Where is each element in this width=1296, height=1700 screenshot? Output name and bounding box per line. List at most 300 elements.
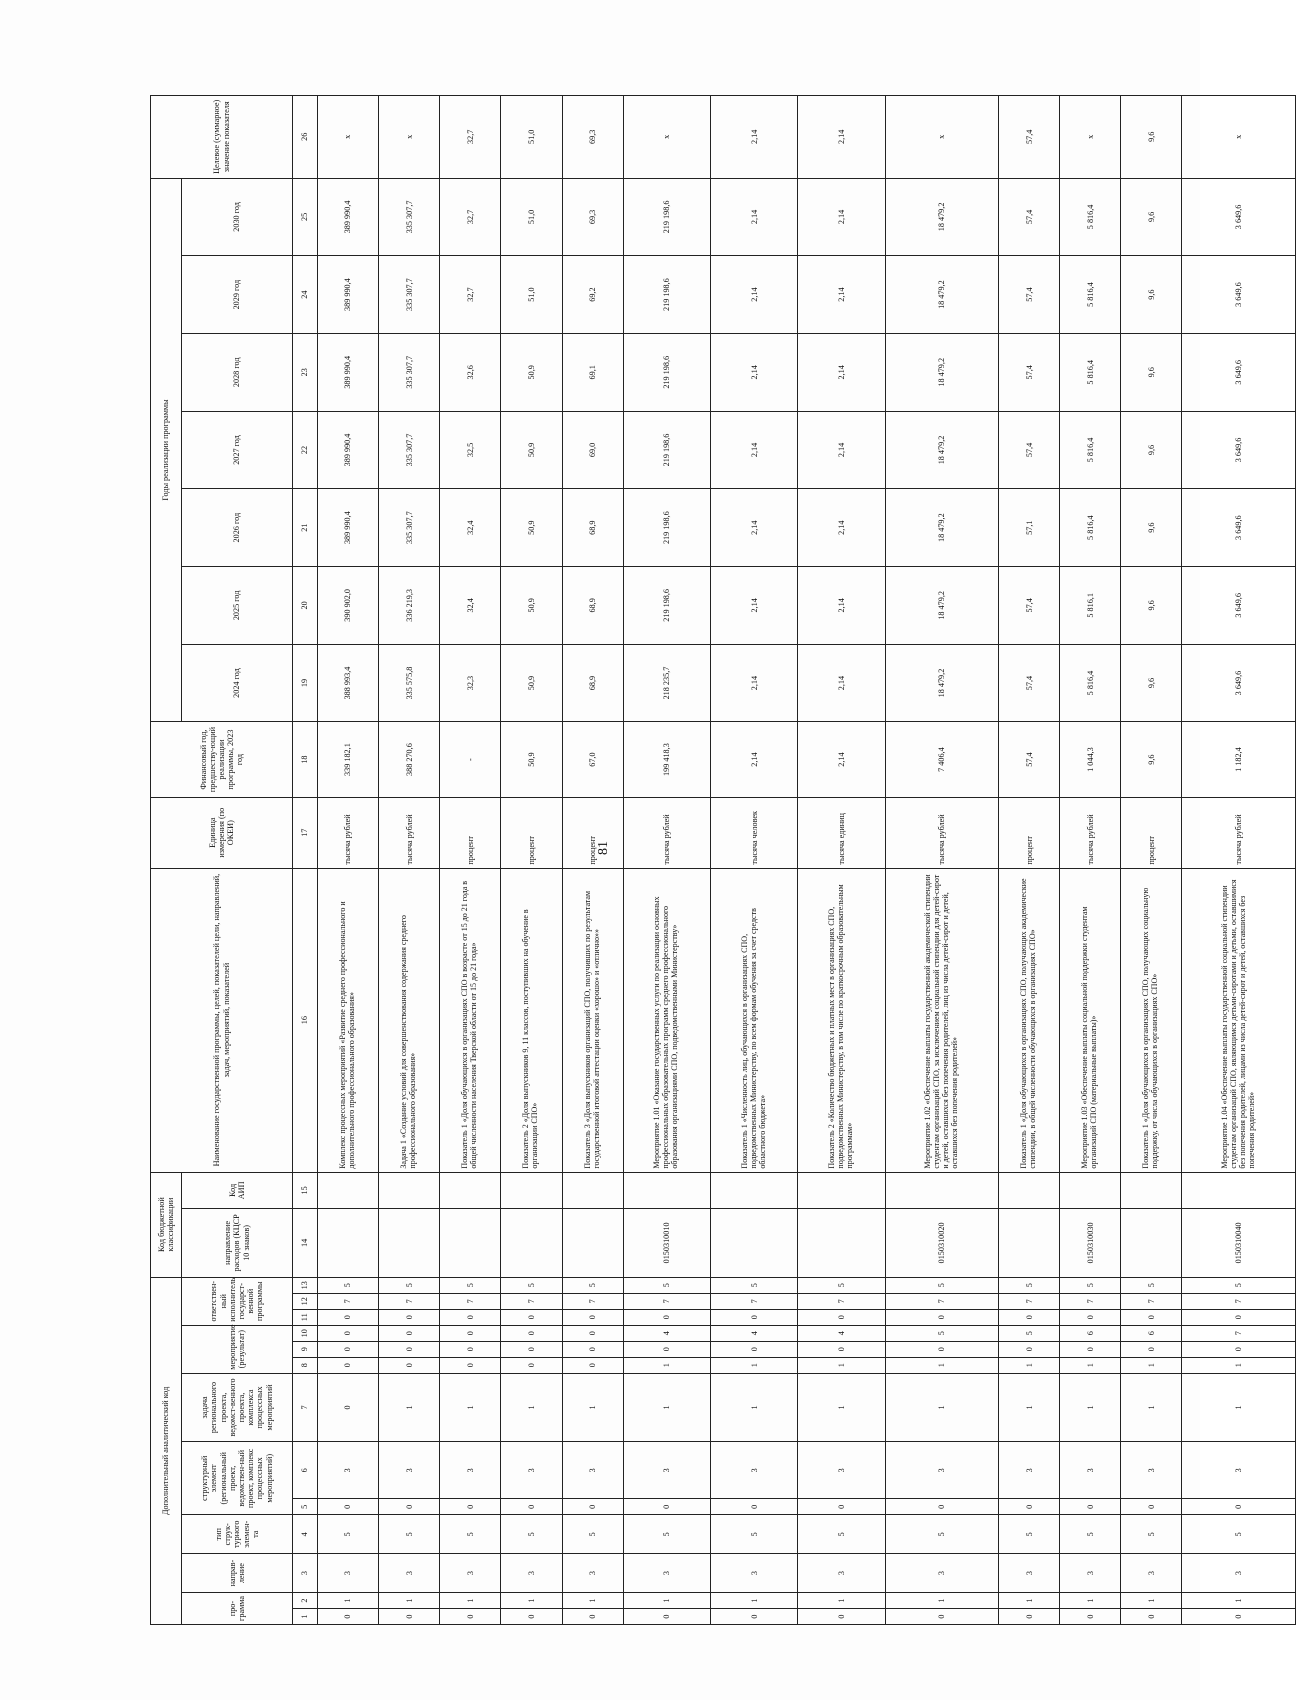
year-value-cell: 218 235,7 <box>623 644 710 722</box>
table-row <box>379 96 440 1625</box>
unit-cell: тысяча рублей <box>623 797 710 868</box>
aip-cell <box>501 1172 562 1209</box>
header-years-group: Годы реализации программы <box>151 178 182 722</box>
code-cell: 0 <box>885 1499 998 1515</box>
year-value-cell: 335 307,7 <box>379 411 440 489</box>
aip-cell <box>318 1172 379 1209</box>
year-value-cell: 335 575,8 <box>379 644 440 722</box>
code-cell: 5 <box>623 1515 710 1554</box>
year-value-cell: 32,3 <box>440 644 501 722</box>
kcsr-cell: 0150310040 <box>1182 1209 1296 1278</box>
header-year-2025: 2025 год <box>182 567 293 645</box>
code-cell: 5 <box>440 1277 501 1293</box>
name-cell: Показатель 1 «Доля обучающихся в организациях СПО, получающих академические стипендии, в общей численности обучающихся в организациях СПО» <box>999 868 1060 1172</box>
year-value-cell: 3 649,6 <box>1182 333 1296 411</box>
target-cell: x <box>623 96 710 179</box>
table-row <box>1182 96 1296 1625</box>
target-cell: 2,14 <box>710 96 797 179</box>
aip-cell <box>885 1172 998 1209</box>
year-value-cell: 18 479,2 <box>885 178 998 256</box>
year-value-cell: 51,0 <box>501 256 562 334</box>
year-value-cell: 3 649,6 <box>1182 411 1296 489</box>
code-cell: 6 <box>1060 1325 1121 1341</box>
header-measure: мероприятие (результат) <box>182 1325 293 1373</box>
aip-cell <box>1121 1172 1182 1209</box>
year-value-cell: 2,14 <box>798 567 885 645</box>
column-number-cell: 1 <box>293 1609 318 1625</box>
code-cell: 1 <box>379 1593 440 1609</box>
header-task: задача регионального проекта, ведомст-венного проекта, комплекса процессных мероприятий <box>182 1373 293 1442</box>
aip-cell <box>798 1172 885 1209</box>
code-cell: 1 <box>501 1373 562 1442</box>
column-number-cell: 6 <box>293 1442 318 1499</box>
code-cell: 5 <box>318 1277 379 1293</box>
aip-cell <box>1060 1172 1121 1209</box>
year-value-cell: 9,6 <box>1121 411 1182 489</box>
unit-cell: процент <box>1121 797 1182 868</box>
code-cell: 5 <box>1060 1277 1121 1293</box>
year-value-cell: 68,9 <box>562 567 623 645</box>
code-cell: 1 <box>623 1593 710 1609</box>
table-row <box>1121 96 1182 1625</box>
year-value-cell: 389 990,4 <box>318 489 379 567</box>
kcsr-cell: 0150310030 <box>1060 1209 1121 1278</box>
code-cell: 5 <box>798 1277 885 1293</box>
code-cell: 5 <box>1121 1515 1182 1554</box>
code-cell: 3 <box>999 1554 1060 1593</box>
code-cell: 0 <box>1182 1341 1296 1357</box>
code-cell: 7 <box>798 1293 885 1309</box>
code-cell: 1 <box>1060 1373 1121 1442</box>
fin-year-cell: 1 044,3 <box>1060 722 1121 797</box>
code-cell: 3 <box>440 1554 501 1593</box>
code-cell: 3 <box>501 1442 562 1499</box>
code-cell: 3 <box>379 1442 440 1499</box>
header-year-2028: 2028 год <box>182 333 293 411</box>
column-number-cell: 15 <box>293 1172 318 1209</box>
name-cell: Мероприятие 1.04 «Обеспечение выплаты государственной социальной стипендии студентам организаций СПО, являющимся детьми-сиротами и детьми, оставшимися без попечения родителей, лицами из числа детей-сирот и детей, оставшихся без попечения родителей» <box>1182 868 1296 1172</box>
code-cell: 3 <box>798 1442 885 1499</box>
code-cell: 0 <box>798 1309 885 1325</box>
column-number-cell: 4 <box>293 1515 318 1554</box>
unit-cell: тысяча рублей <box>379 797 440 868</box>
column-number-cell: 10 <box>293 1325 318 1341</box>
code-cell: 4 <box>798 1325 885 1341</box>
aip-cell <box>379 1172 440 1209</box>
code-cell: 1 <box>1182 1593 1296 1609</box>
table-row <box>1060 96 1121 1625</box>
code-cell: 0 <box>1121 1341 1182 1357</box>
year-value-cell: 68,9 <box>562 489 623 567</box>
code-cell: 0 <box>501 1341 562 1357</box>
unit-cell: тысяча рублей <box>885 797 998 868</box>
year-value-cell: 389 990,4 <box>318 411 379 489</box>
code-cell: 3 <box>1121 1554 1182 1593</box>
code-cell: 0 <box>562 1357 623 1373</box>
column-number-cell: 19 <box>293 644 318 722</box>
column-number-cell: 11 <box>293 1309 318 1325</box>
year-value-cell: 3 649,6 <box>1182 644 1296 722</box>
year-value-cell: 389 990,4 <box>318 256 379 334</box>
code-cell: 0 <box>1060 1341 1121 1357</box>
code-cell: 0 <box>440 1309 501 1325</box>
target-cell: x <box>1060 96 1121 179</box>
code-cell: 3 <box>999 1442 1060 1499</box>
code-cell: 0 <box>1121 1499 1182 1515</box>
header-structural-element: структурный элемент (региональный проект, ведомствен-ный проект, комплекс процессных мероприятий) <box>182 1442 293 1515</box>
code-cell: 0 <box>623 1341 710 1357</box>
year-value-cell: 57,4 <box>999 333 1060 411</box>
code-cell: 3 <box>318 1442 379 1499</box>
header-year-2029: 2029 год <box>182 256 293 334</box>
code-cell: 1 <box>1121 1593 1182 1609</box>
code-cell: 5 <box>1182 1515 1296 1554</box>
year-value-cell: 51,0 <box>501 178 562 256</box>
code-cell: 7 <box>885 1293 998 1309</box>
year-value-cell: 3 649,6 <box>1182 567 1296 645</box>
column-number-cell: 21 <box>293 489 318 567</box>
code-cell: 1 <box>623 1357 710 1373</box>
code-cell: 0 <box>440 1325 501 1341</box>
fin-year-cell: 7 406,4 <box>885 722 998 797</box>
code-cell: 0 <box>501 1309 562 1325</box>
year-value-cell: 5 816,4 <box>1060 644 1121 722</box>
column-number-row <box>293 96 318 1625</box>
year-value-cell: 50,9 <box>501 644 562 722</box>
code-cell: 7 <box>710 1293 797 1309</box>
code-cell: 7 <box>1121 1293 1182 1309</box>
name-cell: Мероприятие 1.02 «Обеспечение выплаты государственной академической стипендии студентам организаций СПО, за исключением социальной стипендии для детей-сирот и детей, оставшихся без попечения родителей, лиц из числа детей-сирот и детей, оставшихся без попечения родителей» <box>885 868 998 1172</box>
year-value-cell: 5 816,4 <box>1060 178 1121 256</box>
code-cell: 7 <box>318 1293 379 1309</box>
code-cell: 3 <box>379 1554 440 1593</box>
code-cell: 3 <box>562 1554 623 1593</box>
code-cell: 5 <box>562 1277 623 1293</box>
header-element-type: тип струк-турного элемен-та <box>182 1515 293 1554</box>
code-cell: 0 <box>623 1499 710 1515</box>
year-value-cell: 3 649,6 <box>1182 489 1296 567</box>
code-cell: 0 <box>501 1325 562 1341</box>
year-value-cell: 2,14 <box>798 411 885 489</box>
code-cell: 3 <box>623 1442 710 1499</box>
code-cell: 5 <box>501 1515 562 1554</box>
table-row <box>501 96 562 1625</box>
code-cell: 5 <box>710 1515 797 1554</box>
target-cell: x <box>318 96 379 179</box>
year-value-cell: 9,6 <box>1121 178 1182 256</box>
fin-year-cell: - <box>440 722 501 797</box>
code-cell: 1 <box>379 1373 440 1442</box>
code-cell: 7 <box>623 1293 710 1309</box>
code-cell: 0 <box>1182 1499 1296 1515</box>
column-number-cell: 9 <box>293 1341 318 1357</box>
code-cell: 4 <box>710 1325 797 1341</box>
code-cell: 0 <box>999 1341 1060 1357</box>
year-value-cell: 2,14 <box>710 256 797 334</box>
code-cell: 0 <box>710 1309 797 1325</box>
code-cell: 0 <box>710 1609 797 1625</box>
year-value-cell: 57,4 <box>999 644 1060 722</box>
year-value-cell: 2,14 <box>798 178 885 256</box>
program-table <box>150 95 1296 1625</box>
year-value-cell: 219 198,6 <box>623 411 710 489</box>
name-cell: Показатель 3 «Доля выпускников организаций СПО, получивших по результатам государственной итоговой аттестации оценки «хорошо» и «отлично»» <box>562 868 623 1172</box>
table-row <box>798 96 885 1625</box>
code-cell: 1 <box>623 1373 710 1442</box>
code-cell: 0 <box>885 1609 998 1625</box>
year-value-cell: 5 816,4 <box>1060 333 1121 411</box>
code-cell: 0 <box>318 1357 379 1373</box>
code-cell: 1 <box>562 1593 623 1609</box>
table-row <box>440 96 501 1625</box>
kcsr-cell <box>379 1209 440 1278</box>
year-value-cell: 2,14 <box>710 411 797 489</box>
column-number-cell: 20 <box>293 567 318 645</box>
code-cell: 3 <box>710 1442 797 1499</box>
code-cell: 0 <box>562 1499 623 1515</box>
year-value-cell: 2,14 <box>798 333 885 411</box>
table-row <box>885 96 998 1625</box>
year-value-cell: 32,5 <box>440 411 501 489</box>
code-cell: 5 <box>1060 1515 1121 1554</box>
unit-cell: тысяча рублей <box>1182 797 1296 868</box>
year-value-cell: 9,6 <box>1121 333 1182 411</box>
code-cell: 0 <box>440 1499 501 1515</box>
code-cell: 0 <box>999 1609 1060 1625</box>
code-cell: 0 <box>623 1309 710 1325</box>
code-cell: 1 <box>1182 1373 1296 1442</box>
code-cell: 0 <box>562 1341 623 1357</box>
kcsr-cell: 0150310010 <box>623 1209 710 1278</box>
code-cell: 0 <box>1182 1309 1296 1325</box>
year-value-cell: 389 990,4 <box>318 333 379 411</box>
code-cell: 0 <box>885 1309 998 1325</box>
aip-cell <box>999 1172 1060 1209</box>
code-cell: 0 <box>379 1309 440 1325</box>
code-cell: 1 <box>885 1593 998 1609</box>
code-cell: 1 <box>999 1357 1060 1373</box>
year-value-cell: 32,7 <box>440 178 501 256</box>
name-cell: Показатель 2 «Доля выпускников 9, 11 классов, поступивших на обучение в организации СПО» <box>501 868 562 1172</box>
year-value-cell: 5 816,1 <box>1060 567 1121 645</box>
unit-cell: процент <box>562 797 623 868</box>
code-cell: 0 <box>318 1325 379 1341</box>
column-number-cell: 25 <box>293 178 318 256</box>
header-analytic-code: Дополнительный аналитический код <box>151 1277 182 1624</box>
year-value-cell: 335 307,7 <box>379 256 440 334</box>
name-cell: Задача 1 «Создание условий для совершенствования содержания среднего профессионального образования» <box>379 868 440 1172</box>
fin-year-cell: 2,14 <box>710 722 797 797</box>
year-value-cell: 69,2 <box>562 256 623 334</box>
year-value-cell: 69,0 <box>562 411 623 489</box>
target-cell: 32,7 <box>440 96 501 179</box>
code-cell: 0 <box>562 1609 623 1625</box>
table-row <box>623 96 710 1625</box>
year-value-cell: 336 219,3 <box>379 567 440 645</box>
year-value-cell: 2,14 <box>710 567 797 645</box>
code-cell: 3 <box>710 1554 797 1593</box>
code-cell: 0 <box>710 1499 797 1515</box>
name-cell: Показатель 2 «Количество бюджетных и платных мест в организациях СПО, подведомственных Министерству, в том числе по краткосрочным образовательным программам» <box>798 868 885 1172</box>
code-cell: 0 <box>1182 1609 1296 1625</box>
code-cell: 0 <box>1060 1499 1121 1515</box>
code-cell: 5 <box>999 1325 1060 1341</box>
code-cell: 7 <box>501 1293 562 1309</box>
code-cell: 1 <box>999 1373 1060 1442</box>
code-cell: 3 <box>1060 1554 1121 1593</box>
code-cell: 0 <box>798 1341 885 1357</box>
year-value-cell: 18 479,2 <box>885 411 998 489</box>
code-cell: 3 <box>885 1442 998 1499</box>
unit-cell: процент <box>999 797 1060 868</box>
year-value-cell: 2,14 <box>798 644 885 722</box>
code-cell: 5 <box>710 1277 797 1293</box>
code-cell: 5 <box>885 1325 998 1341</box>
table-row <box>999 96 1060 1625</box>
kcsr-cell <box>562 1209 623 1278</box>
column-number-cell: 2 <box>293 1593 318 1609</box>
header-expense-direction: направление расходов (КЦСР 10 знаков) <box>182 1209 293 1278</box>
column-number-cell: 23 <box>293 333 318 411</box>
year-value-cell: 50,9 <box>501 411 562 489</box>
unit-cell: процент <box>501 797 562 868</box>
year-value-cell: 219 198,6 <box>623 567 710 645</box>
code-cell: 5 <box>379 1277 440 1293</box>
code-cell: 3 <box>1182 1442 1296 1499</box>
header-program: про-грамма <box>182 1593 293 1625</box>
year-value-cell: 2,14 <box>710 178 797 256</box>
code-cell: 5 <box>318 1515 379 1554</box>
code-cell: 3 <box>885 1554 998 1593</box>
fin-year-cell: 2,14 <box>798 722 885 797</box>
code-cell: 0 <box>318 1341 379 1357</box>
year-value-cell: 2,14 <box>710 333 797 411</box>
code-cell: 1 <box>1121 1357 1182 1373</box>
header-executor: ответствен-ный исполнитель государст-венной программы <box>182 1277 293 1325</box>
code-cell: 0 <box>501 1609 562 1625</box>
header-direction: направ-ление <box>182 1554 293 1593</box>
code-cell: 1 <box>710 1357 797 1373</box>
code-cell: 3 <box>798 1554 885 1593</box>
year-value-cell: 50,9 <box>501 567 562 645</box>
code-cell: 0 <box>318 1499 379 1515</box>
code-cell: 1 <box>1182 1357 1296 1373</box>
column-number-cell: 5 <box>293 1499 318 1515</box>
kcsr-cell <box>318 1209 379 1278</box>
year-value-cell: 3 649,6 <box>1182 256 1296 334</box>
header-aip-code: Код АИП <box>182 1172 293 1209</box>
year-value-cell: 57,4 <box>999 178 1060 256</box>
kcsr-cell: 0150310020 <box>885 1209 998 1278</box>
code-cell: 1 <box>318 1593 379 1609</box>
name-cell: Комплекс процессных мероприятий «Развитие среднего профессионального и дополнительного профессионального образования» <box>318 868 379 1172</box>
year-value-cell: 5 816,4 <box>1060 256 1121 334</box>
code-cell: 5 <box>885 1277 998 1293</box>
table-row <box>562 96 623 1625</box>
code-cell: 0 <box>562 1325 623 1341</box>
column-number-cell: 16 <box>293 868 318 1172</box>
column-number-cell: 26 <box>293 96 318 179</box>
year-value-cell: 335 307,7 <box>379 178 440 256</box>
code-cell: 0 <box>623 1609 710 1625</box>
column-number-cell: 24 <box>293 256 318 334</box>
code-cell: 3 <box>623 1554 710 1593</box>
year-value-cell: 335 307,7 <box>379 333 440 411</box>
code-cell: 0 <box>440 1609 501 1625</box>
header-year-2026: 2026 год <box>182 489 293 567</box>
code-cell: 3 <box>1060 1442 1121 1499</box>
header-year-2030: 2030 год <box>182 178 293 256</box>
code-cell: 0 <box>562 1309 623 1325</box>
header-year-2027: 2027 год <box>182 411 293 489</box>
target-cell: x <box>885 96 998 179</box>
column-number-cell: 14 <box>293 1209 318 1278</box>
code-cell: 0 <box>501 1499 562 1515</box>
target-cell: x <box>379 96 440 179</box>
code-cell: 0 <box>318 1309 379 1325</box>
code-cell: 0 <box>999 1309 1060 1325</box>
code-cell: 0 <box>710 1341 797 1357</box>
code-cell: 1 <box>710 1593 797 1609</box>
fin-year-cell: 1 182,4 <box>1182 722 1296 797</box>
aip-cell <box>440 1172 501 1209</box>
code-cell: 0 <box>318 1373 379 1442</box>
aip-cell <box>1182 1172 1296 1209</box>
year-value-cell: 2,14 <box>798 489 885 567</box>
code-cell: 0 <box>501 1357 562 1373</box>
code-cell: 6 <box>1121 1325 1182 1341</box>
rotated-table-container <box>150 95 1256 1625</box>
code-cell: 3 <box>1121 1442 1182 1499</box>
code-cell: 0 <box>885 1341 998 1357</box>
year-value-cell: 18 479,2 <box>885 333 998 411</box>
name-cell: Мероприятие 1.03 «Обеспечение выплаты социальной поддержки студентам организаций СПО (материальные выплаты)» <box>1060 868 1121 1172</box>
code-cell: 0 <box>1121 1609 1182 1625</box>
code-cell: 7 <box>379 1293 440 1309</box>
year-value-cell: 32,6 <box>440 333 501 411</box>
code-cell: 0 <box>1060 1309 1121 1325</box>
code-cell: 7 <box>562 1293 623 1309</box>
code-cell: 0 <box>999 1499 1060 1515</box>
year-value-cell: 9,6 <box>1121 644 1182 722</box>
year-value-cell: 9,6 <box>1121 256 1182 334</box>
aip-cell <box>562 1172 623 1209</box>
name-cell: Показатель 1 «Доля обучающихся в организациях СПО, получающих социальную поддержку, от числа обучающихся в организациях СПО» <box>1121 868 1182 1172</box>
column-number-cell: 7 <box>293 1373 318 1442</box>
code-cell: 1 <box>885 1373 998 1442</box>
year-value-cell: 3 649,6 <box>1182 178 1296 256</box>
aip-cell <box>710 1172 797 1209</box>
code-cell: 0 <box>798 1609 885 1625</box>
code-cell: 0 <box>379 1609 440 1625</box>
code-cell: 4 <box>623 1325 710 1341</box>
code-cell: 7 <box>1182 1325 1296 1341</box>
code-cell: 3 <box>1182 1554 1296 1593</box>
code-cell: 1 <box>798 1357 885 1373</box>
year-value-cell: 18 479,2 <box>885 256 998 334</box>
code-cell: 7 <box>999 1293 1060 1309</box>
code-cell: 5 <box>623 1277 710 1293</box>
table-row <box>710 96 797 1625</box>
year-value-cell: 219 198,6 <box>623 256 710 334</box>
unit-cell: процент <box>440 797 501 868</box>
code-cell: 3 <box>440 1442 501 1499</box>
header-budget-classification: Код бюджетной классификации <box>151 1172 182 1277</box>
code-cell: 5 <box>798 1515 885 1554</box>
year-value-cell: 50,9 <box>501 333 562 411</box>
kcsr-cell <box>798 1209 885 1278</box>
kcsr-cell <box>1121 1209 1182 1278</box>
